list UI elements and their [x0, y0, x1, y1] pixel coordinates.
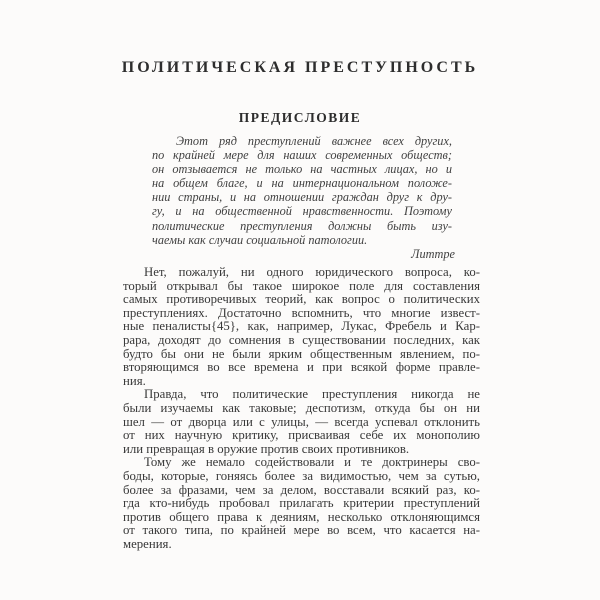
text-line: ные пеналисты{45}, как, например, Лукас, Фребель и Кар- — [123, 319, 480, 334]
text-line: ния. — [123, 373, 146, 388]
text-line: гда кто-нибудь пробовал прилагать критерии преступлений — [123, 496, 480, 511]
body-text — [123, 266, 480, 551]
text-line: Тому же немало содействовали и те доктринеры сво- — [144, 455, 480, 470]
text-line: будто бы они не были ярким общественным явлением, по- — [123, 346, 480, 361]
text-line: против общего права к деяниям, несколько отклоняющимся — [123, 509, 480, 524]
text-line: самых противоречивых теорий, как вопрос о политических — [123, 292, 480, 307]
text-line: более за фразами, чем за делом, восставали всякий раз, ко- — [123, 482, 480, 497]
text-line: или превращая в оружие против своих противников. — [123, 441, 410, 456]
epigraph-quote — [152, 134, 452, 247]
text-line: рара, доходят до сомнения в существовании последних, как — [123, 332, 480, 347]
text-line: боды, которые, гоняясь более за видимостью, чем за сутью, — [123, 468, 480, 483]
text-line: Нет, пожалуй, ни одного юридического вопроса, ко- — [144, 265, 480, 279]
text-line: нии страны, и на отношении граждан друг к дру- — [152, 190, 452, 205]
paragraph — [123, 266, 480, 388]
text-line: торый открывал бы такое широкое поле для составления — [123, 278, 480, 293]
text-line: гу, и на общественной нравственности. Поэтому — [152, 204, 452, 219]
text-line: он отзывается не только на частных лицах, но и — [152, 162, 452, 177]
page-title: ПОЛИТИЧЕСКАЯ ПРЕСТУПНОСТЬ — [121, 59, 479, 76]
text-line: чаемы как случаи социальной патологии. — [152, 232, 368, 247]
text-line: по крайней мере для наших современных обществ; — [152, 148, 452, 163]
paragraph — [123, 456, 480, 551]
text-line: мерения. — [123, 536, 172, 551]
text-line: вторяющимся во все времена и при всякой форме правле- — [123, 360, 480, 375]
text-line: шел — от дворца или с улицы, — всегда успевал отклонить — [123, 414, 480, 429]
section-heading: ПРЕДИСЛОВИЕ — [238, 110, 362, 125]
text-line: были изучаемы как таковые; деспотизм, откуда бы он ни — [123, 400, 480, 415]
text-line: Правда, что политические преступления никогда не — [144, 387, 480, 402]
text-line: Этот ряд преступлений важнее всех других, — [176, 134, 452, 148]
text-line: преступлениях. Достаточно вспомнить, что многие извест- — [123, 305, 480, 320]
epigraph-attribution: Литтре — [411, 247, 455, 261]
text-line: от них научную критику, присваивая себе их монополию — [123, 428, 480, 443]
text-line: на общем благе, и на интернациональном положе- — [152, 176, 452, 191]
text-line: политические преступления должны быть изу- — [152, 218, 452, 233]
paragraph — [123, 388, 480, 456]
text-line: от такого типа, по крайней мере во всем, что касается на- — [123, 523, 480, 538]
